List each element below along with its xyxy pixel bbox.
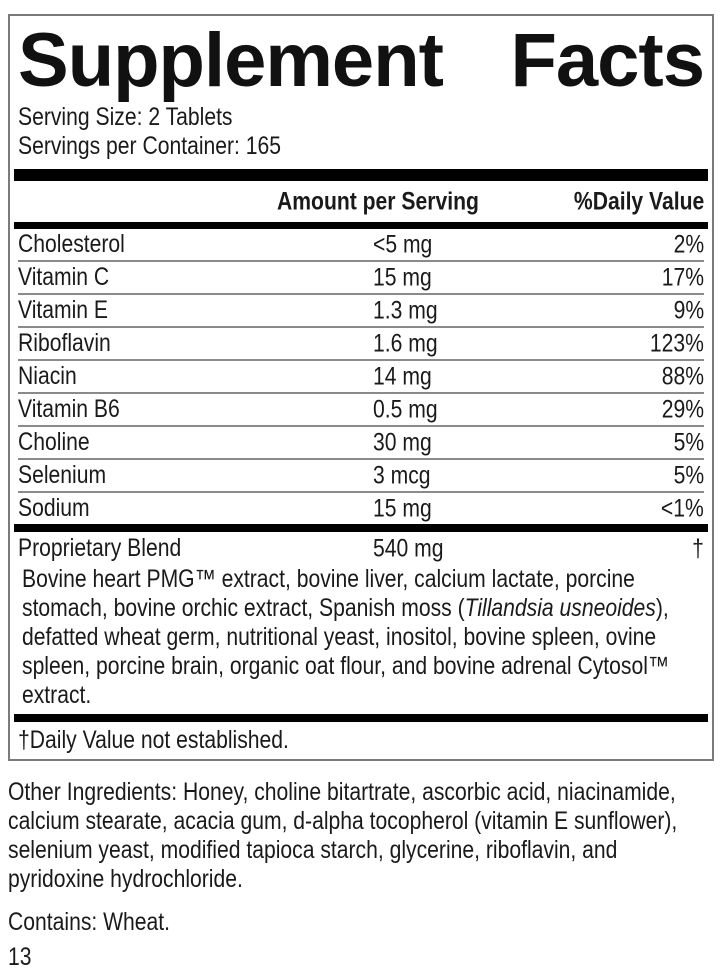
page-number-text: 13	[8, 943, 32, 971]
serving-size-line: Serving Size: 2 Tablets	[18, 103, 233, 131]
panel-title	[18, 18, 704, 103]
nutrient-name: Sodium	[18, 494, 90, 522]
separator-bar-above-proprietary	[14, 524, 708, 532]
separator-bar-below-headers	[14, 222, 708, 229]
nutrient-name: Selenium	[18, 461, 107, 489]
nutrient-amount: 15 mg	[373, 494, 432, 522]
proprietary-blend-amount: 540 mg	[373, 534, 444, 562]
nutrient-row-vitamin-c	[18, 260, 704, 293]
nutrient-name: Vitamin E	[18, 296, 109, 324]
nutrient-daily-value: 5%	[673, 461, 704, 489]
nutrient-amount: 15 mg	[373, 263, 432, 291]
daily-value-footnote	[18, 722, 704, 759]
blend-description-text: Bovine heart PMG™ extract, bovine liver, calcium lactate, porcine stomach, bovine orchic extract, Spanish moss (	[22, 565, 635, 622]
blend-description	[22, 565, 704, 710]
allergen-statement-text: Contains: Wheat.	[8, 908, 171, 936]
proprietary-blend-name: Proprietary Blend	[18, 534, 182, 562]
nutrient-name: Vitamin B6	[18, 395, 120, 423]
nutrient-amount: 1.6 mg	[373, 329, 438, 357]
nutrient-name: Vitamin C	[18, 263, 110, 291]
nutrient-row-vitamin-e	[18, 293, 704, 326]
nutrient-name: Niacin	[18, 362, 77, 390]
nutrient-table	[18, 229, 704, 524]
daily-value-column-header: %Daily Value	[573, 187, 704, 215]
nutrient-daily-value: 88%	[661, 362, 704, 390]
nutrient-daily-value: <1%	[661, 494, 704, 522]
thick-separator-bar-top	[14, 169, 708, 181]
nutrient-name: Choline	[18, 428, 90, 456]
nutrient-amount: 0.5 mg	[373, 395, 438, 423]
nutrient-row-riboflavin	[18, 326, 704, 359]
nutrient-daily-value: 123%	[649, 329, 704, 357]
nutrient-row-sodium	[18, 491, 704, 524]
nutrient-amount: <5 mg	[373, 230, 433, 258]
proprietary-blend-dagger: †	[692, 534, 704, 562]
servings-per-container-line: Servings per Container: 165	[18, 132, 282, 160]
supplement-facts-panel	[8, 14, 714, 761]
nutrient-row-niacin	[18, 359, 704, 392]
daily-value-footnote-text: †Daily Value not established.	[18, 726, 289, 754]
nutrient-daily-value: 2%	[673, 230, 704, 258]
title-word-supplement: Supplement	[18, 18, 443, 103]
title-word-facts: Facts	[510, 18, 704, 103]
nutrient-daily-value: 9%	[673, 296, 704, 324]
amount-column-header: Amount per Serving	[277, 187, 479, 215]
blend-latin-name: Tillandsia usneoides	[464, 594, 656, 622]
proprietary-blend-row	[18, 532, 704, 565]
serving-info	[18, 103, 704, 161]
column-header-row	[18, 181, 704, 222]
separator-bar-above-footnote	[14, 714, 708, 722]
nutrient-daily-value: 17%	[661, 263, 704, 291]
nutrient-amount: 14 mg	[373, 362, 432, 390]
nutrient-row-vitamin-b6	[18, 392, 704, 425]
nutrient-amount: 3 mcg	[373, 461, 431, 489]
blend-description-text: ), defatted wheat germ, nutritional yeast, inositol, bovine spleen, ovine spleen, porcine brain, organic oat flour, and bovine adrenal Cytosol™ extract.	[22, 594, 670, 709]
nutrient-row-selenium	[18, 458, 704, 491]
nutrient-amount: 30 mg	[373, 428, 432, 456]
allergen-statement	[8, 908, 714, 937]
nutrient-row-cholesterol	[18, 229, 704, 260]
nutrient-daily-value: 29%	[661, 395, 704, 423]
page-number	[8, 943, 714, 972]
nutrient-name: Riboflavin	[18, 329, 111, 357]
nutrient-name: Cholesterol	[18, 230, 125, 258]
nutrient-amount: 1.3 mg	[373, 296, 438, 324]
nutrient-row-choline	[18, 425, 704, 458]
other-ingredients-paragraph: Other Ingredients: Honey, choline bitartrate, ascorbic acid, niacinamide, calcium stearate, acacia gum, d-alpha tocopherol (vitamin E sunflower), selenium yeast, modified tapioca starch, glycerine, riboflavin, and pyridoxine hydrochloride.	[8, 778, 678, 893]
nutrient-daily-value: 5%	[673, 428, 704, 456]
